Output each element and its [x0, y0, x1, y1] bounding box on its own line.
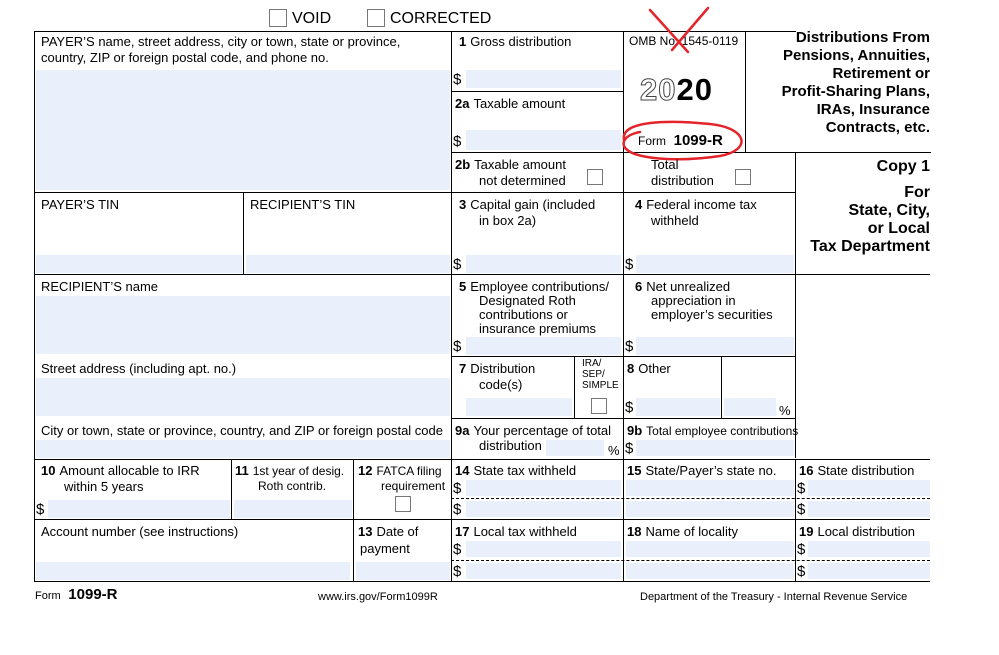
box3-field[interactable] [466, 255, 621, 273]
box14-dollar-1: $ [453, 480, 462, 497]
box2a-field[interactable] [466, 130, 621, 150]
box11-label-line2: Roth contrib. [258, 479, 327, 493]
box6-line2: appreciation in [651, 293, 736, 308]
rule-box11-12 [353, 459, 354, 582]
payer-tin-label: PAYER’S TIN [41, 197, 120, 212]
box10-field[interactable] [48, 500, 230, 518]
rule-col3 [795, 152, 796, 458]
box9a-field[interactable] [546, 440, 604, 456]
account-label: Account number (see instructions) [41, 524, 239, 539]
box18-field-2[interactable] [626, 563, 794, 579]
box15-label: 15 State/Payer’s state no. [627, 463, 777, 478]
box18-field-1[interactable] [626, 541, 794, 557]
tax-year: 2020 [640, 72, 713, 107]
rule-box8-divider [721, 356, 722, 419]
box17-dollar-1: $ [453, 541, 462, 558]
box10-label-line2: within 5 years [64, 479, 144, 494]
box11-field[interactable] [234, 500, 352, 518]
dash-state-row [451, 498, 930, 499]
box16-dollar-1: $ [797, 480, 806, 497]
box2b-total-distribution-checkbox[interactable] [735, 169, 751, 185]
box9b-field[interactable] [636, 440, 794, 456]
box18-label: 18 Name of locality [627, 524, 738, 539]
copy-title: Copy 1 For State, City, or Local Tax Department [810, 158, 930, 255]
box19-label: 19 Local distribution [799, 524, 916, 539]
box11-label: 11 1st year of desig. [235, 463, 345, 478]
box5-line4: insurance premiums [479, 321, 597, 336]
box17-label: 17 Local tax withheld [455, 524, 577, 539]
box14-dollar-2: $ [453, 501, 462, 518]
void-label: VOID [292, 10, 332, 27]
box8-percent-field[interactable] [724, 398, 776, 416]
box2b-total-line1: Total [651, 157, 679, 172]
box1-dollar: $ [453, 71, 462, 88]
box1-label: 1 Gross distribution [459, 34, 572, 49]
box8-label: 8 Other [627, 361, 671, 376]
box3-dollar: $ [453, 256, 462, 273]
footer-url: www.irs.gov/Form1099R [318, 591, 438, 603]
ira-sep-simple-checkbox[interactable] [591, 398, 607, 414]
rule-ira-left [574, 356, 575, 419]
recipient-name-label: RECIPIENT’S name [41, 279, 159, 294]
recipient-tin-label: RECIPIENT’S TIN [250, 197, 356, 212]
payer-label-line2: country, ZIP or foreign postal code, and phone no. [41, 50, 329, 65]
omb-number: OMB No. 1545-0119 [629, 34, 739, 48]
box19-field-1[interactable] [808, 541, 930, 557]
box14-field-2[interactable] [466, 501, 621, 517]
box5-line3: contributions or [479, 307, 568, 322]
box2b-total-line2: distribution [651, 173, 714, 188]
box2b-label-line2: not determined [479, 173, 566, 188]
void-checkbox[interactable] [269, 9, 287, 27]
box16-label: 16 State distribution [799, 463, 915, 478]
box7-label-line2: code(s) [479, 377, 523, 392]
form-title: Distributions From Pensions, Annuities, Retirement or Profit-Sharing Plans, IRAs, Insurance Contracts, etc. [781, 29, 930, 136]
account-field[interactable] [36, 562, 350, 580]
box5-dollar: $ [453, 338, 462, 355]
recipient-name-field[interactable] [36, 296, 450, 354]
box9b-dollar: $ [625, 440, 634, 457]
box17-field-1[interactable] [466, 541, 621, 557]
box16-field-2[interactable] [808, 501, 930, 517]
box19-dollar-2: $ [797, 563, 806, 580]
box2a-label: 2a Taxable amount [455, 96, 566, 111]
rule-box10-11 [231, 459, 232, 520]
dash-local-row [451, 560, 930, 561]
box9a-label-line2: distribution [479, 438, 542, 453]
box3-label: 3 Capital gain (included [459, 197, 596, 212]
fatca-checkbox[interactable] [395, 496, 411, 512]
box13-label-line2: payment [360, 541, 410, 556]
box13-label: 13 Date of [358, 524, 419, 539]
box14-field-1[interactable] [466, 480, 621, 496]
box13-field[interactable] [356, 562, 450, 580]
box16-dollar-2: $ [797, 501, 806, 518]
rule-left [34, 31, 35, 582]
box16-field-1[interactable] [808, 480, 930, 496]
box2a-dollar: $ [453, 133, 462, 150]
box12-label: 12 FATCA filing [358, 463, 442, 478]
box3-label-line2: in box 2a) [479, 213, 537, 228]
box9a-percent: % [608, 443, 620, 458]
box4-label-line2: withheld [651, 213, 699, 228]
box6-dollar: $ [625, 338, 634, 355]
box5-field[interactable] [466, 337, 621, 355]
corrected-checkbox[interactable] [367, 9, 385, 27]
footer-form-name: Form 1099-R [35, 586, 118, 603]
form-name-top: Form 1099-R [638, 132, 723, 149]
red-circle-mark [624, 122, 742, 159]
box4-dollar: $ [625, 256, 634, 273]
box12-label-line2: requirement [381, 479, 446, 493]
box17-dollar-2: $ [453, 563, 462, 580]
box7-label: 7 Distribution [459, 361, 536, 376]
box9b-label: 9b Total employee contributions [627, 423, 799, 438]
rule-payer-bottom [34, 192, 796, 193]
box15-field-1[interactable] [626, 480, 794, 496]
box9a-label: 9a Your percentage of total [455, 423, 612, 438]
corrected-label: CORRECTED [390, 10, 492, 27]
city-label: City or town, state or province, country, and ZIP or foreign postal code [41, 423, 443, 438]
rule-col3-lower [795, 459, 796, 582]
box8-field[interactable] [636, 398, 720, 416]
box6-line3: employer’s securities [651, 307, 773, 322]
box14-label: 14 State tax withheld [455, 463, 577, 478]
box19-field-2[interactable] [808, 563, 930, 579]
box6-field[interactable] [636, 337, 794, 355]
box8-dollar: $ [625, 399, 634, 416]
payer-field[interactable] [36, 70, 450, 190]
city-field[interactable] [36, 440, 450, 458]
street-field[interactable] [36, 378, 450, 416]
payer-label-line1: PAYER’S name, street address, city or town, state or province, [41, 34, 401, 49]
rule-tin-divider [243, 192, 244, 275]
ira-sep-simple-label: IRA/ SEP/ SIMPLE [582, 358, 619, 391]
box15-field-2[interactable] [626, 501, 794, 517]
box5-label: 5 Employee contributions/ [459, 279, 609, 294]
box4-field[interactable] [636, 255, 794, 273]
box1-field[interactable] [466, 70, 621, 88]
box8-percent: % [779, 403, 791, 418]
box19-dollar-1: $ [797, 541, 806, 558]
box6-label: 6 Net unrealized [635, 279, 731, 294]
red-x-mark [650, 8, 708, 52]
box10-label: 10 Amount allocable to IRR [41, 463, 200, 478]
payer-tin-field[interactable] [36, 255, 242, 273]
recipient-tin-field[interactable] [246, 255, 450, 273]
red-annotations [610, 0, 750, 165]
box10-dollar: $ [36, 501, 45, 518]
rule-col1 [451, 31, 452, 582]
rule-box1-bottom [451, 91, 623, 92]
box2b-label: 2b Taxable amount [455, 157, 566, 172]
box5-line2: Designated Roth [479, 293, 576, 308]
box17-field-2[interactable] [466, 563, 621, 579]
box4-label: 4 Federal income tax [635, 197, 757, 212]
box2b-not-determined-checkbox[interactable] [587, 169, 603, 185]
footer-department: Department of the Treasury - Internal Revenue Service [640, 591, 908, 603]
box7-field[interactable] [466, 398, 572, 416]
street-label: Street address (including apt. no.) [41, 361, 237, 376]
